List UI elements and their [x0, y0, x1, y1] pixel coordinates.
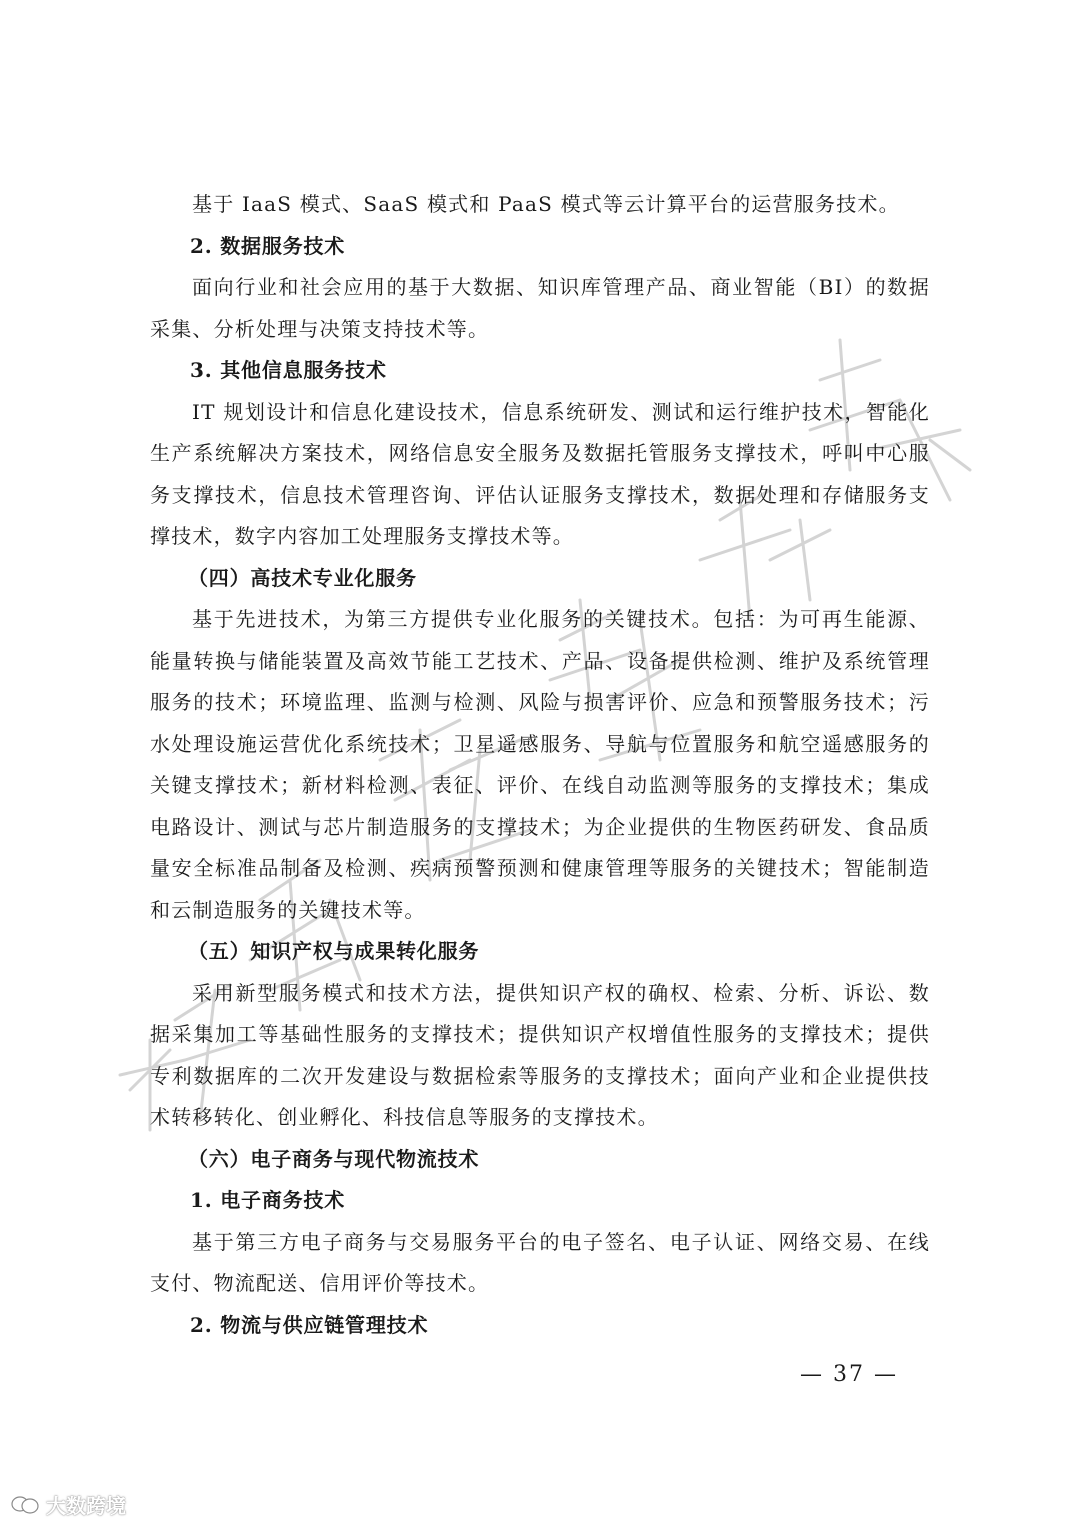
paragraph: 采用新型服务模式和技术方法，提供知识产权的确权、检索、分析、诉讼、数据采集加工等基础性服务的支撑技术；提供知识产权增值性服务的支撑技术；提供专利数据库的二次开发建设与数据检索等服务的支撑技术；面向产业和企业提供技术转移转化、创业孵化、科技信息等服务的支撑技术。: [150, 980, 930, 1129]
chat-bubbles-icon: [10, 1494, 40, 1516]
section-heading: 1. 电子商务技术: [190, 1188, 346, 1212]
section-heading: （五）知识产权与成果转化服务: [188, 939, 480, 963]
paragraph: 基于第三方电子商务与交易服务平台的电子签名、电子认证、网络交易、在线支付、物流配送、信用评价等技术。: [150, 1229, 930, 1295]
brand-logo: [10, 1490, 126, 1519]
paragraph: IT 规划设计和信息化建设技术，信息系统研发、测试和运行维护技术，智能化生产系统解决方案技术，网络信息安全服务及数据托管服务支撑技术，呼叫中心服务支撑技术，信息技术管理咨询、评估认证服务支撑技术，数据处理和存储服务支撑技术，数字内容加工处理服务支撑技术等。: [150, 399, 930, 548]
section-heading: （四）高技术专业化服务: [188, 565, 417, 590]
paragraph: 基于 IaaS 模式、SaaS 模式和 PaaS 模式等云计算平台的运营服务技术。: [192, 192, 900, 216]
document-body: [150, 184, 930, 1346]
section-heading: 3. 其他信息服务技术: [190, 358, 387, 382]
paragraph: 面向行业和社会应用的基于大数据、知识库管理产品、商业智能（BI）的数据采集、分析处理与决策支持技术等。: [150, 275, 930, 341]
section-heading: （六）电子商务与现代物流技术: [188, 1146, 480, 1171]
section-heading: 2. 物流与供应链管理技术: [190, 1312, 429, 1337]
logo-text: 大数跨境: [46, 1494, 126, 1518]
section-heading: 2. 数据服务技术: [190, 233, 346, 258]
page-number: — 37 —: [800, 1362, 898, 1387]
paragraph: 基于先进技术，为第三方提供专业化服务的关键技术。包括：为可再生能源、能量转换与储能装置及高效节能工艺技术、产品、设备提供检测、维护及系统管理服务的技术；环境监理、监测与检测、风险与损害评价、应急和预警服务技术；污水处理设施运营优化系统技术；卫星遥感服务、导航与位置服务和航空遥感服务的关键支撑技术；新材料检测、表征、评价、在线自动监测等服务的支撑技术；集成电路设计、测试与芯片制造服务的支撑技术；为企业提供的生物医药研发、食品质量安全标准品制备及检测、疾病预警预测和健康管理等服务的关键技术；智能制造和云制造服务的关键技术等。: [150, 607, 930, 922]
